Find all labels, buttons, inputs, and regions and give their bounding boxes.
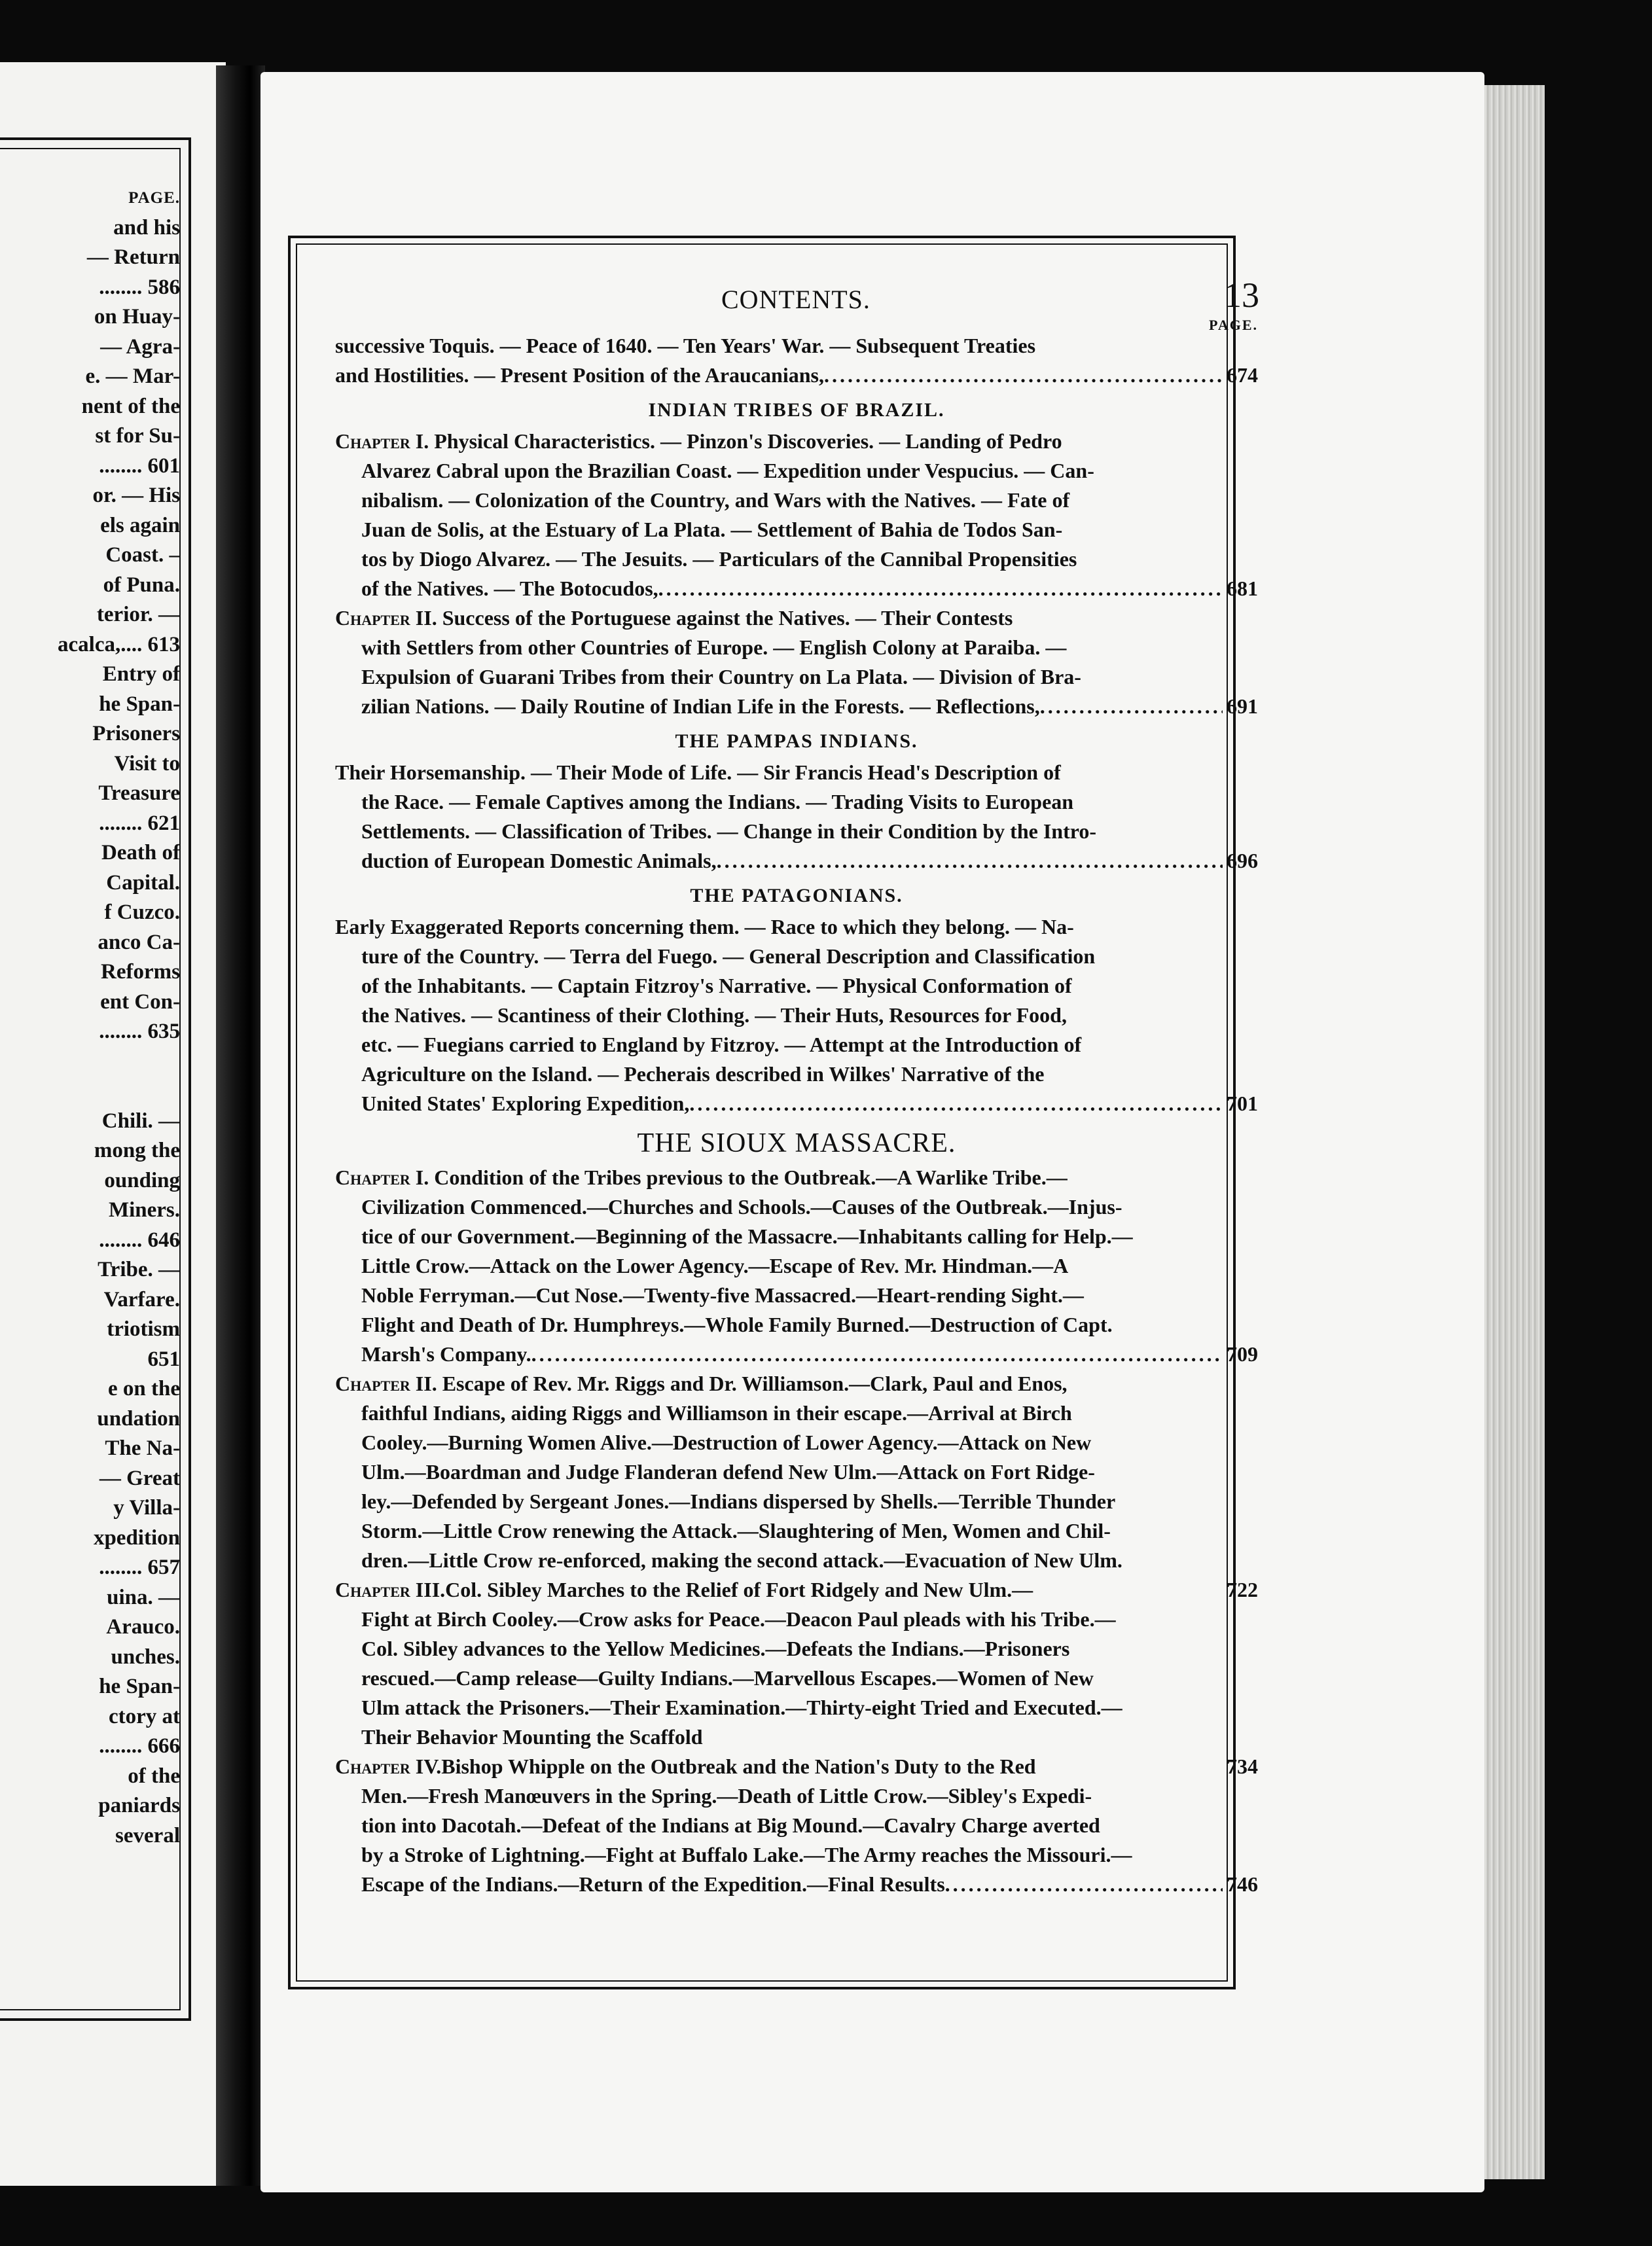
left-page-line: Entry of bbox=[102, 662, 180, 686]
left-page-line: several bbox=[115, 1823, 180, 1847]
left-page-line: ........ 601 bbox=[99, 454, 180, 478]
chapter-label: Chapter I. bbox=[335, 429, 429, 453]
entry-text: Expulsion of Guarani Tribes from their Country on La Plata. — Division of Bra- bbox=[361, 665, 1081, 688]
sections bbox=[335, 390, 1258, 1899]
entry-text: Alvarez Cabral upon the Brazilian Coast. — Expedition under Vespucius. — Can- bbox=[361, 459, 1094, 482]
left-page-line: ........ 666 bbox=[99, 1734, 180, 1758]
entry-text: Little Crow.—Attack on the Lower Agency.—Escape of Rev. Mr. Hindman.—A bbox=[361, 1254, 1069, 1277]
entry-line bbox=[335, 361, 1258, 390]
entry-page: 722 bbox=[1227, 1578, 1258, 1601]
left-page-line: mong the bbox=[94, 1139, 180, 1162]
left-page-line: terior. — bbox=[96, 603, 180, 626]
chapter-label: Chapter II. bbox=[335, 606, 437, 630]
section-title: INDIAN TRIBES OF BRAZIL. bbox=[648, 399, 945, 421]
entry-line bbox=[335, 1281, 1258, 1310]
entry-line bbox=[335, 603, 1258, 633]
left-page-line: e. — Mar- bbox=[85, 365, 180, 388]
entry-text: Marsh's Company. bbox=[361, 1342, 531, 1366]
entry-line bbox=[335, 1251, 1258, 1281]
dot-leader bbox=[824, 361, 1223, 390]
entry-text: Storm.—Little Crow renewing the Attack.—Slaughtering of Men, Women and Chil- bbox=[361, 1519, 1111, 1542]
left-page-line: f Cuzco. bbox=[104, 900, 180, 924]
dot-leader bbox=[717, 846, 1223, 876]
entry-text: nibalism. — Colonization of the Country, and Wars with the Natives. — Fate of bbox=[361, 488, 1070, 512]
entry-line bbox=[335, 1487, 1258, 1516]
entry-text: Bishop Whipple on the Outbreak and the Nation's Duty to the Red bbox=[441, 1755, 1036, 1778]
left-page-line: ctory at bbox=[108, 1704, 180, 1728]
left-page-line: he Span- bbox=[99, 692, 180, 716]
entry-line bbox=[335, 1870, 1258, 1899]
entry-text: Fight at Birch Cooley.—Crow asks for Peace.—Deacon Paul pleads with his Tribe.— bbox=[361, 1607, 1116, 1631]
entry-text: Escape of the Indians.—Return of the Expedition.—Final Results bbox=[361, 1872, 945, 1896]
left-page-line: The Na- bbox=[105, 1436, 180, 1460]
entry-line bbox=[335, 331, 1258, 361]
toc-entry bbox=[335, 1575, 1258, 1752]
entry-line bbox=[335, 1089, 1258, 1118]
entry-line bbox=[335, 1030, 1258, 1060]
page-header bbox=[335, 275, 1258, 321]
left-page-line: Tribe. — bbox=[98, 1258, 180, 1281]
left-page-label: PAGE. bbox=[128, 189, 180, 207]
entry-text: of the Natives. — The Botocudos, bbox=[361, 577, 658, 600]
entry-line bbox=[335, 971, 1258, 1001]
dot-leader bbox=[658, 574, 1223, 603]
entry-text: Col. Sibley advances to the Yellow Medicines.—Defeats the Indians.—Prisoners bbox=[361, 1637, 1070, 1660]
entry-line bbox=[335, 574, 1258, 603]
entry-text: Settlements. — Classification of Tribes. — Change in their Condition by the Intro- bbox=[361, 819, 1096, 843]
toc-entry bbox=[335, 912, 1258, 1118]
entry-text: Col. Sibley Marches to the Relief of Fort Ridgely and New Ulm.— bbox=[445, 1578, 1033, 1601]
section-title: THE PAMPAS INDIANS. bbox=[675, 730, 918, 752]
left-page-line: Prisoners bbox=[92, 722, 180, 745]
entry-text: United States' Exploring Expedition, bbox=[361, 1092, 690, 1115]
left-page-line: Varfare. bbox=[103, 1287, 180, 1311]
entry-text: ture of the Country. — Terra del Fuego. — General Description and Classification bbox=[361, 944, 1096, 968]
entry-line bbox=[335, 1664, 1258, 1693]
entry-page: 701 bbox=[1227, 1092, 1258, 1115]
entry-text: of the Inhabitants. — Captain Fitzroy's Narrative. — Physical Conformation of bbox=[361, 974, 1072, 997]
entry-text: Physical Characteristics. — Pinzon's Discoveries. — Landing of Pedro bbox=[434, 429, 1062, 453]
entry-line bbox=[335, 1722, 1258, 1752]
entry-line bbox=[335, 1001, 1258, 1030]
left-page-line: and his bbox=[113, 215, 180, 240]
entry-line bbox=[335, 846, 1258, 876]
left-page-line: ........ 646 bbox=[99, 1228, 180, 1252]
left-page-line: Arauco. bbox=[106, 1615, 180, 1639]
entry-text: Their Horsemanship. — Their Mode of Life. — Sir Francis Head's Description of bbox=[335, 760, 1061, 784]
entry-line bbox=[335, 633, 1258, 662]
left-page-line: paniards bbox=[98, 1794, 180, 1817]
section-title: THE PATAGONIANS. bbox=[690, 885, 903, 906]
toc-entry bbox=[335, 603, 1258, 721]
entry-page: 746 bbox=[1227, 1872, 1258, 1896]
left-page-line: ent Con- bbox=[100, 989, 180, 1014]
left-page-line: ........ 621 bbox=[99, 811, 180, 835]
left-page-line: st for Su- bbox=[95, 424, 180, 448]
left-page-line: nent of the bbox=[81, 394, 180, 418]
entry-text: etc. — Fuegians carried to England by Fitzroy. — Attempt at the Introduction of bbox=[361, 1033, 1082, 1056]
left-page-line: — Great bbox=[99, 1466, 180, 1490]
page-number: 13 bbox=[1224, 276, 1259, 315]
left-page-line: — Return bbox=[86, 245, 180, 269]
entry-text: Early Exaggerated Reports concerning them. — Race to which they belong. — Na- bbox=[335, 915, 1074, 938]
toc-entry bbox=[335, 1369, 1258, 1575]
left-page-line: Chili. — bbox=[101, 1109, 180, 1133]
entry-text: faithful Indians, aiding Riggs and Williamson in their escape.—Arrival at Birch bbox=[361, 1401, 1072, 1425]
left-page-text bbox=[0, 183, 180, 1851]
left-page-line: els again bbox=[100, 513, 180, 537]
entry-text: Escape of Rev. Mr. Riggs and Dr. Williamson.—Clark, Paul and Enos, bbox=[442, 1372, 1068, 1395]
left-page-line: Coast. – bbox=[105, 543, 180, 567]
entry-page: 674 bbox=[1227, 363, 1258, 387]
entry-line bbox=[335, 1840, 1258, 1870]
entry-line bbox=[335, 1310, 1258, 1340]
left-page-line: — Agra- bbox=[100, 334, 180, 359]
entry-line bbox=[335, 912, 1258, 942]
entry-line bbox=[335, 1516, 1258, 1546]
entry-line bbox=[335, 1428, 1258, 1457]
left-page-line: ........ 586 bbox=[99, 275, 180, 299]
chapter-label: Chapter I. bbox=[335, 1166, 429, 1189]
entry-text: with Settlers from other Countries of Europe. — English Colony at Paraiba. — bbox=[361, 635, 1067, 659]
entry-line bbox=[335, 515, 1258, 544]
entry-text: tos by Diogo Alvarez. — The Jesuits. — Particulars of the Cannibal Propensities bbox=[361, 547, 1077, 571]
left-page-line: undation bbox=[97, 1406, 180, 1431]
entry-line bbox=[335, 662, 1258, 692]
entry-text: dren.—Little Crow re-enforced, making the second attack.—Evacuation of New Ulm. bbox=[361, 1548, 1122, 1572]
left-page-line: he Span- bbox=[99, 1675, 180, 1698]
entry-page: 681 bbox=[1227, 577, 1258, 600]
entry-line bbox=[335, 544, 1258, 574]
entry-text: rescued.—Camp release—Guilty Indians.—Marvellous Escapes.—Women of New bbox=[361, 1666, 1094, 1690]
entry-line bbox=[335, 1693, 1258, 1722]
entry-line bbox=[335, 787, 1258, 817]
left-page-line: Death of bbox=[101, 841, 180, 865]
toc-entry bbox=[335, 1752, 1258, 1899]
chapter-label: Chapter IV. bbox=[335, 1755, 442, 1778]
left-page-line: of the bbox=[128, 1764, 180, 1788]
entry-line bbox=[335, 692, 1258, 721]
toc-entry bbox=[335, 1163, 1258, 1369]
entry-text: by a Stroke of Lightning.—Fight at Buffalo Lake.—The Army reaches the Missouri.— bbox=[361, 1843, 1132, 1866]
left-page-line: y Villa- bbox=[113, 1496, 180, 1520]
entry-line bbox=[335, 1340, 1258, 1369]
entry-text: Condition of the Tribes previous to the Outbreak.—A Warlike Tribe.— bbox=[434, 1166, 1068, 1189]
entry-text: Flight and Death of Dr. Humphreys.—Whole Family Burned.—Destruction of Capt. bbox=[361, 1313, 1113, 1336]
entry-line bbox=[335, 1811, 1258, 1840]
left-page-line: acalca,.... 613 bbox=[58, 632, 180, 656]
entry-text: zilian Nations. — Daily Routine of Indian Life in the Forests. — Reflections, bbox=[361, 694, 1040, 718]
continued-entry bbox=[335, 331, 1258, 390]
left-page-line: Capital. bbox=[106, 870, 180, 895]
chapter-label: Chapter II. bbox=[335, 1372, 437, 1395]
entry-text: Success of the Portuguese against the Natives. — Their Contests bbox=[442, 606, 1013, 630]
entry-line bbox=[335, 817, 1258, 846]
entry-text: Agriculture on the Island. — Pecherais described in Wilkes' Narrative of the bbox=[361, 1062, 1045, 1086]
dot-leader bbox=[1040, 692, 1223, 721]
left-page-line: on Huay- bbox=[94, 305, 180, 329]
entry-text: successive Toquis. — Peace of 1640. — Ten Years' War. — Subsequent Treaties bbox=[335, 334, 1036, 357]
entry-line bbox=[335, 1222, 1258, 1251]
book-gutter bbox=[216, 65, 265, 2186]
toc-entry bbox=[335, 427, 1258, 603]
entry-line bbox=[335, 1634, 1258, 1664]
entry-text: Noble Ferryman.—Cut Nose.—Twenty-five Massacred.—Heart-rending Sight.— bbox=[361, 1283, 1084, 1307]
entry-text: the Natives. — Scantiness of their Clothing. — Their Huts, Resources for Food, bbox=[361, 1003, 1067, 1027]
entry-line bbox=[335, 486, 1258, 515]
entry-line bbox=[335, 1399, 1258, 1428]
contents-body bbox=[335, 275, 1258, 1899]
entry-line bbox=[335, 1457, 1258, 1487]
entry-line bbox=[335, 1369, 1258, 1399]
entry-line bbox=[335, 942, 1258, 971]
left-page-line: or. — His bbox=[92, 484, 180, 507]
entry-text: Ulm.—Boardman and Judge Flanderan defend New Ulm.—Attack on Fort Ridge- bbox=[361, 1460, 1095, 1484]
left-page-line: uina. — bbox=[107, 1585, 180, 1609]
entry-text: the Race. — Female Captives among the Indians. — Trading Visits to European bbox=[361, 790, 1074, 813]
left-page-line: ........ 635 bbox=[99, 1020, 180, 1043]
left-page-line: of Puna. bbox=[103, 573, 180, 597]
entry-text: Ulm attack the Prisoners.—Their Examination.—Thirty-eight Tried and Executed.— bbox=[361, 1696, 1122, 1719]
dot-leader bbox=[945, 1870, 1223, 1899]
section-title: THE SIOUX MASSACRE. bbox=[637, 1128, 956, 1158]
entry-line bbox=[335, 1605, 1258, 1634]
entry-line bbox=[335, 1752, 1258, 1781]
left-page-line: unches. bbox=[111, 1645, 180, 1669]
left-page-line: Visit to bbox=[114, 751, 180, 775]
entry-line bbox=[335, 427, 1258, 456]
entry-line bbox=[335, 1575, 1258, 1605]
entry-text: duction of European Domestic Animals, bbox=[361, 849, 717, 872]
entry-text: and Hostilities. — Present Position of the Araucanians, bbox=[335, 363, 824, 387]
entry-line bbox=[335, 1192, 1258, 1222]
page-column-label: PAGE. bbox=[1209, 317, 1258, 333]
dot-leader bbox=[531, 1340, 1223, 1369]
toc-entry bbox=[335, 758, 1258, 876]
left-page-line bbox=[0, 1047, 180, 1077]
entry-text: Their Behavior Mounting the Scaffold bbox=[361, 1725, 703, 1749]
left-page-line: Reforms bbox=[101, 960, 180, 984]
entry-text: tice of our Government.—Beginning of the Massacre.—Inhabitants calling for Help.— bbox=[361, 1224, 1133, 1248]
left-page-line: e on the bbox=[108, 1377, 180, 1400]
left-page-line bbox=[0, 1077, 180, 1107]
entry-page: 709 bbox=[1227, 1342, 1258, 1366]
entry-text: Civilization Commenced.—Churches and Schools.—Causes of the Outbreak.—Injus- bbox=[361, 1195, 1122, 1219]
entry-line bbox=[335, 1163, 1258, 1192]
left-page-line: Miners. bbox=[108, 1198, 180, 1222]
entry-page: 734 bbox=[1227, 1755, 1258, 1778]
left-page-line: ounding bbox=[104, 1168, 180, 1192]
chapter-label: Chapter III. bbox=[335, 1578, 446, 1601]
page-title: CONTENTS. bbox=[721, 285, 871, 314]
left-page-line: triotism bbox=[107, 1317, 180, 1341]
left-page-line: xpedition bbox=[93, 1525, 180, 1550]
entry-text: Juan de Solis, at the Estuary of La Plata. — Settlement of Bahia de Todos San- bbox=[361, 518, 1063, 541]
left-page-line: Treasure bbox=[98, 781, 180, 805]
entry-text: Men.—Fresh Manœuvers in the Spring.—Death of Little Crow.—Sibley's Expedi- bbox=[361, 1784, 1092, 1808]
left-page-line: ........ 657 bbox=[99, 1556, 180, 1579]
left-page-line: 651 bbox=[147, 1347, 180, 1371]
entry-text: ley.—Defended by Sergeant Jones.—Indians dispersed by Shells.—Terrible Thunder bbox=[361, 1489, 1116, 1513]
left-page-line: anco Ca- bbox=[98, 930, 180, 954]
entry-line bbox=[335, 456, 1258, 486]
entry-line bbox=[335, 1060, 1258, 1089]
entry-line bbox=[335, 1546, 1258, 1575]
entry-page: 696 bbox=[1227, 849, 1258, 872]
entry-page: 691 bbox=[1227, 694, 1258, 718]
entry-line bbox=[335, 758, 1258, 787]
dot-leader bbox=[689, 1089, 1223, 1118]
entry-text: Cooley.—Burning Women Alive.—Destruction of Lower Agency.—Attack on New bbox=[361, 1431, 1092, 1454]
entry-text: tion into Dacotah.—Defeat of the Indians at Big Mound.—Cavalry Charge averted bbox=[361, 1813, 1100, 1837]
entry-line bbox=[335, 1781, 1258, 1811]
